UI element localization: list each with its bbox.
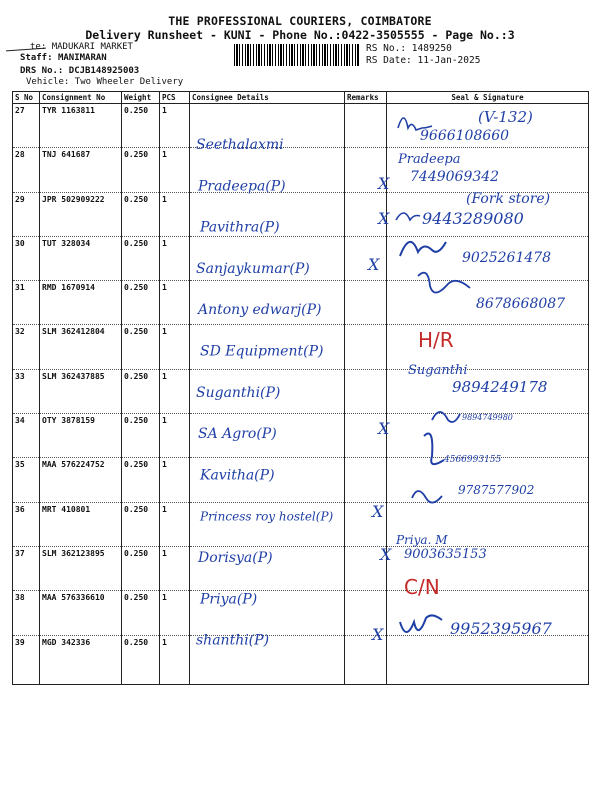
cell-sno: 39 bbox=[13, 635, 40, 684]
cell-pcs: 1 bbox=[160, 414, 190, 458]
col-header-consignee: Consignee Details bbox=[190, 92, 345, 104]
consignee-name-handwritten: Priya(P) bbox=[200, 591, 258, 608]
cell-pcs: 1 bbox=[160, 369, 190, 413]
route-line bbox=[30, 42, 133, 53]
table-row bbox=[13, 546, 589, 590]
cell-seal-signature bbox=[387, 414, 589, 458]
sig-phone: 9025261478 bbox=[462, 250, 552, 266]
cell-pcs: 1 bbox=[160, 502, 190, 546]
consignee-name-handwritten: Seethalaxmi bbox=[196, 137, 284, 153]
cell-seal-signature bbox=[387, 192, 589, 236]
table-body bbox=[13, 104, 589, 685]
cell-consignee bbox=[190, 325, 345, 369]
rs-date-value: 11-Jan-2025 bbox=[417, 55, 481, 66]
cell-consignment-no: MAA 576336610 bbox=[40, 591, 122, 635]
consignee-name-handwritten: Antony edwarj(P) bbox=[198, 302, 322, 319]
cell-remarks bbox=[345, 281, 387, 325]
cell-seal-signature bbox=[387, 458, 589, 502]
sig-hr-mark: H/R bbox=[418, 328, 454, 352]
cell-consignment-no: SLM 362437885 bbox=[40, 369, 122, 413]
cell-sno: 35 bbox=[13, 458, 40, 502]
table-row bbox=[13, 458, 589, 502]
cell-remarks bbox=[345, 236, 387, 280]
col-header-seal-signature: Seal & Signature bbox=[387, 92, 589, 104]
table-row bbox=[13, 236, 589, 280]
sig-name: Priya. M bbox=[396, 533, 448, 547]
table-row bbox=[13, 591, 589, 635]
cell-remarks bbox=[345, 458, 387, 502]
cell-seal-signature bbox=[387, 104, 589, 148]
cell-consignee bbox=[190, 414, 345, 458]
col-header-remarks: Remarks bbox=[345, 92, 387, 104]
cell-sno: 33 bbox=[13, 369, 40, 413]
consignee-name-handwritten: Dorisya(P) bbox=[198, 550, 273, 566]
cell-consignee bbox=[190, 546, 345, 590]
sig-phone: 9952395967 bbox=[450, 619, 552, 638]
cell-weight: 0.250 bbox=[122, 635, 160, 684]
drs-line bbox=[20, 66, 139, 77]
cell-remarks bbox=[345, 104, 387, 148]
table-row bbox=[13, 104, 589, 148]
sig-tag: (Fork store) bbox=[466, 191, 551, 207]
sig-phone: 9666108660 bbox=[420, 128, 510, 144]
table-row bbox=[13, 148, 589, 192]
cell-pcs: 1 bbox=[160, 458, 190, 502]
sig-phone: 4566993155 bbox=[444, 455, 502, 465]
table-row bbox=[13, 502, 589, 546]
cell-consignment-no: JPR 502909222 bbox=[40, 192, 122, 236]
cell-remarks bbox=[345, 635, 387, 684]
cell-remarks bbox=[345, 591, 387, 635]
rs-no-label: RS No.: bbox=[366, 43, 407, 54]
cell-seal-signature bbox=[387, 502, 589, 546]
sig-phone: 7449069342 bbox=[410, 169, 500, 185]
cell-sno: 37 bbox=[13, 546, 40, 590]
vehicle-value: Two Wheeler Delivery bbox=[74, 77, 184, 87]
staff-value: MANIMARAN bbox=[57, 53, 107, 63]
cell-remarks bbox=[345, 325, 387, 369]
sig-tag: (V-132) bbox=[478, 108, 533, 126]
cell-weight: 0.250 bbox=[122, 104, 160, 148]
consignee-name-handwritten: Sanjaykumar(P) bbox=[196, 260, 310, 277]
cell-sno: 29 bbox=[13, 192, 40, 236]
cell-pcs: 1 bbox=[160, 148, 190, 192]
table-row bbox=[13, 635, 589, 684]
remark-x: X bbox=[378, 419, 390, 438]
table-row bbox=[13, 192, 589, 236]
cell-consignee bbox=[190, 236, 345, 280]
consignee-name-handwritten: Suganthi(P) bbox=[196, 384, 281, 401]
col-header-weight: Weight bbox=[122, 92, 160, 104]
route-label: te: bbox=[30, 42, 47, 52]
cell-seal-signature bbox=[387, 635, 589, 684]
barcode bbox=[234, 44, 360, 66]
cell-weight: 0.250 bbox=[122, 148, 160, 192]
vehicle-line bbox=[26, 77, 183, 88]
cell-pcs: 1 bbox=[160, 546, 190, 590]
cell-consignment-no: MGD 342336 bbox=[40, 635, 122, 684]
cell-consignment-no: OTY 3878159 bbox=[40, 414, 122, 458]
rs-date-label: RS Date: bbox=[366, 55, 412, 66]
cell-remarks bbox=[345, 502, 387, 546]
cell-consignee bbox=[190, 632, 345, 684]
cell-consignment-no: MRT 410801 bbox=[40, 502, 122, 546]
cell-sno: 30 bbox=[13, 236, 40, 280]
consignee-name-handwritten: Pradeepa(P) bbox=[198, 178, 286, 195]
col-header-pcs: PCS bbox=[160, 92, 190, 104]
table-row bbox=[13, 414, 589, 458]
sig-phone: 8678668087 bbox=[476, 296, 566, 312]
cell-consignment-no: MAA 576224752 bbox=[40, 458, 122, 502]
sig-phone: 9894249178 bbox=[452, 378, 548, 396]
cell-remarks bbox=[345, 192, 387, 236]
cell-sno: 28 bbox=[13, 148, 40, 192]
consignee-name-handwritten: SA Agro(P) bbox=[198, 426, 277, 443]
cell-pcs: 1 bbox=[160, 325, 190, 369]
rs-info bbox=[366, 43, 480, 67]
cell-weight: 0.250 bbox=[122, 414, 160, 458]
runsheet-subtitle: Delivery Runsheet - KUNI - Phone No.:0422-3505555 - Page No.:3 bbox=[85, 28, 515, 42]
remark-x: X bbox=[372, 625, 384, 644]
remark-x: X bbox=[378, 174, 390, 193]
cell-sno: 27 bbox=[13, 104, 40, 148]
cell-remarks bbox=[345, 148, 387, 192]
remark-x: X bbox=[378, 209, 390, 228]
cell-consignee bbox=[190, 104, 345, 148]
consignee-name-handwritten: Princess roy hostel(P) bbox=[200, 509, 334, 524]
route-value: MADUKARI MARKET bbox=[51, 42, 133, 52]
sig-name: Suganthi bbox=[408, 363, 468, 378]
drs-value: DCJB148925003 bbox=[68, 66, 140, 76]
staff-label: Staff: bbox=[20, 53, 53, 63]
cell-sno: 38 bbox=[13, 591, 40, 635]
table-row bbox=[13, 369, 589, 413]
cell-consignment-no: RMD 1670914 bbox=[40, 281, 122, 325]
cell-seal-signature bbox=[387, 281, 589, 325]
sig-cn-mark: C/N bbox=[404, 575, 440, 599]
cell-pcs: 1 bbox=[160, 635, 190, 684]
cell-consignee bbox=[190, 458, 345, 502]
cell-weight: 0.250 bbox=[122, 546, 160, 590]
cell-consignment-no: TUT 328034 bbox=[40, 236, 122, 280]
cell-seal-signature bbox=[387, 236, 589, 280]
cell-seal-signature bbox=[387, 546, 589, 590]
delivery-table bbox=[12, 91, 589, 685]
cell-weight: 0.250 bbox=[122, 502, 160, 546]
remark-x: X bbox=[368, 255, 380, 274]
table-row bbox=[13, 281, 589, 325]
cell-consignment-no: TYR 1163811 bbox=[40, 104, 122, 148]
consignee-name-handwritten: Pavithra(P) bbox=[200, 219, 280, 236]
sig-phone: 9894749980 bbox=[462, 413, 513, 422]
cell-weight: 0.250 bbox=[122, 369, 160, 413]
cell-pcs: 1 bbox=[160, 281, 190, 325]
remark-x: X bbox=[380, 545, 392, 564]
cell-weight: 0.250 bbox=[122, 192, 160, 236]
company-title: THE PROFESSIONAL COURIERS, COIMBATORE bbox=[168, 14, 432, 28]
cell-consignment-no: SLM 362412804 bbox=[40, 325, 122, 369]
vehicle-label: Vehicle: bbox=[26, 77, 70, 87]
cell-consignee bbox=[190, 369, 345, 413]
cell-remarks bbox=[345, 546, 387, 590]
cell-consignment-no: SLM 362123895 bbox=[40, 546, 122, 590]
cell-seal-signature bbox=[387, 369, 589, 413]
cell-consignee bbox=[190, 591, 345, 635]
consignee-name-handwritten: shanthi(P) bbox=[196, 632, 270, 649]
cell-pcs: 1 bbox=[160, 591, 190, 635]
cell-consignee bbox=[190, 148, 345, 195]
cell-seal-signature bbox=[387, 148, 589, 192]
cell-pcs: 1 bbox=[160, 192, 190, 236]
cell-remarks bbox=[345, 414, 387, 458]
col-header-sno: S No bbox=[13, 92, 40, 104]
cell-pcs: 1 bbox=[160, 104, 190, 148]
cell-seal-signature bbox=[387, 325, 589, 369]
cell-weight: 0.250 bbox=[122, 458, 160, 502]
col-header-consignment: Consignment No bbox=[40, 92, 122, 104]
table-row bbox=[13, 325, 589, 369]
cell-weight: 0.250 bbox=[122, 236, 160, 280]
sig-phone: 9443289080 bbox=[422, 209, 524, 228]
drs-label: DRS No.: bbox=[20, 66, 64, 76]
sig-phone: 9003635153 bbox=[404, 547, 487, 562]
cell-weight: 0.250 bbox=[122, 325, 160, 369]
cell-consignment-no: TNJ 641687 bbox=[40, 148, 122, 192]
cell-weight: 0.250 bbox=[122, 591, 160, 635]
cell-sno: 36 bbox=[13, 502, 40, 546]
cell-sno: 34 bbox=[13, 414, 40, 458]
cell-consignee bbox=[190, 192, 345, 236]
sig-name: Pradeepa bbox=[398, 152, 461, 167]
cell-consignee bbox=[190, 281, 345, 325]
consignee-name-handwritten: Kavitha(P) bbox=[200, 467, 275, 484]
table-header-row bbox=[13, 92, 589, 104]
cell-weight: 0.250 bbox=[122, 281, 160, 325]
cell-sno: 32 bbox=[13, 325, 40, 369]
consignee-name-handwritten: SD Equipment(P) bbox=[200, 343, 324, 360]
cell-seal-signature bbox=[387, 591, 589, 635]
cell-sno: 31 bbox=[13, 281, 40, 325]
rs-no-value: 1489250 bbox=[411, 43, 452, 54]
cell-remarks bbox=[345, 369, 387, 413]
staff-line bbox=[20, 53, 107, 64]
sig-phone: 9787577902 bbox=[458, 483, 535, 497]
cell-pcs: 1 bbox=[160, 236, 190, 280]
cell-consignee bbox=[190, 502, 345, 546]
remark-x: X bbox=[372, 502, 384, 521]
